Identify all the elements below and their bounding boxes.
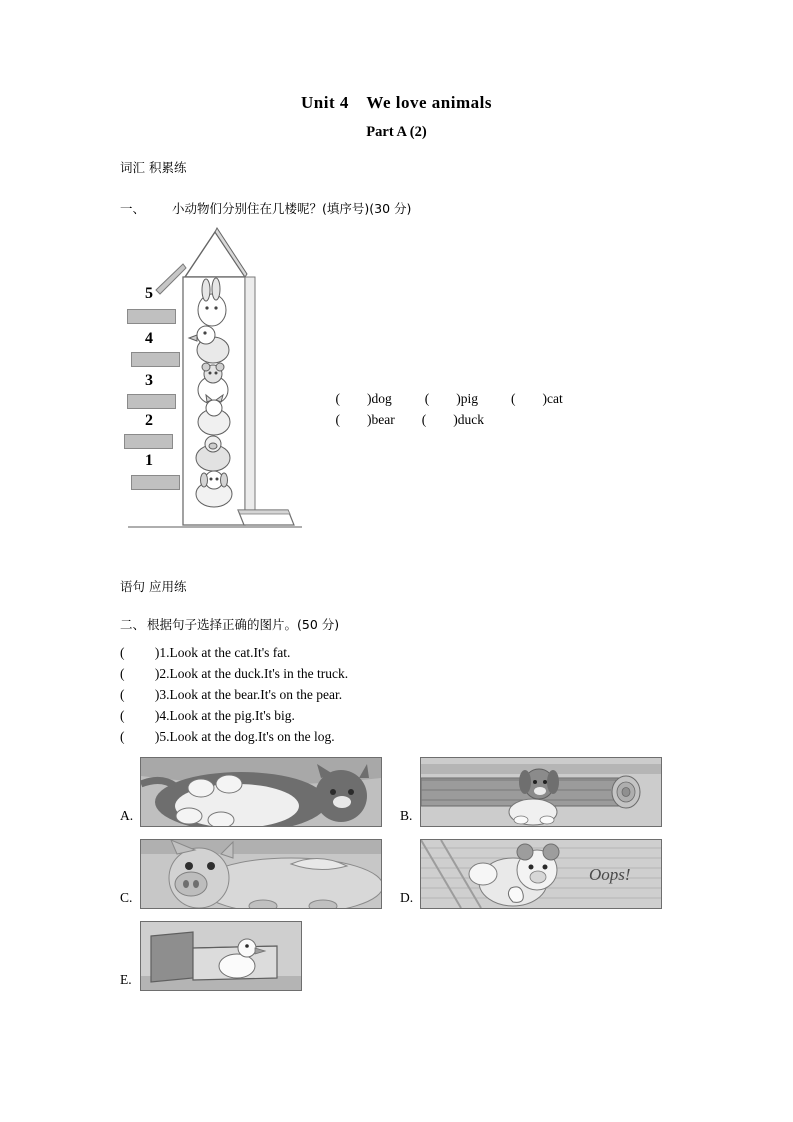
picture-label-c: C. [120, 890, 133, 905]
answer-blank-cat[interactable]: ( )cat [511, 391, 563, 406]
picture-e[interactable] [140, 921, 302, 991]
picture-label-a: A. [120, 808, 134, 823]
floor-bar-5 [127, 309, 176, 324]
answer-blank-bear[interactable]: ( )bear [335, 412, 395, 427]
exercise2-number: 二、 [120, 617, 146, 632]
answer-blank-dog[interactable]: ( )dog [335, 391, 392, 406]
exercise2-item-2[interactable]: ( )2.Look at the duck.It's in the truck. [120, 666, 349, 681]
floor-bar-3 [127, 394, 176, 409]
picture-d-caption: Oops! [589, 865, 631, 884]
floor-bar-4 [131, 352, 180, 367]
floor-label-4: 4 [145, 330, 153, 347]
section-heading-vocab: 词汇 积累练 [120, 160, 187, 175]
floor-label-3: 3 [145, 372, 153, 389]
exercise2-item-1[interactable]: ( )1.Look at the cat.It's fat. [120, 645, 291, 660]
exercise2-item-4[interactable]: ( )4.Look at the pig.It's big. [120, 708, 295, 723]
answer-blank-pig[interactable]: ( )pig [424, 391, 478, 406]
picture-a[interactable] [140, 757, 382, 827]
page-title: Unit 4 We love animals [301, 93, 492, 112]
exercise1-number: 一、 [120, 201, 146, 216]
floor-bar-2 [124, 434, 173, 449]
exercise1-prompt: 小动物们分别住在几楼呢？(填序号)(30 分) [172, 201, 412, 216]
floor-label-2: 2 [145, 412, 153, 429]
section-heading-sentence: 语句 应用练 [120, 579, 187, 594]
floor-label-5: 5 [145, 285, 153, 302]
picture-b[interactable] [420, 757, 662, 827]
exercise2-prompt: 根据句子选择正确的图片。(50 分) [147, 617, 340, 632]
picture-label-d: D. [400, 890, 414, 905]
floor-label-1: 1 [145, 452, 153, 469]
exercise2-item-3[interactable]: ( )3.Look at the bear.It's on the pear. [120, 687, 343, 702]
page-subtitle: Part A (2) [366, 124, 427, 140]
picture-label-e: E. [120, 972, 132, 987]
answer-blank-duck[interactable]: ( )duck [421, 412, 484, 427]
floor-bar-1 [131, 475, 180, 490]
exercise2-item-5[interactable]: ( )5.Look at the dog.It's on the log. [120, 729, 335, 744]
picture-c[interactable] [140, 839, 382, 909]
picture-d[interactable] [420, 839, 662, 909]
picture-label-b: B. [400, 808, 413, 823]
